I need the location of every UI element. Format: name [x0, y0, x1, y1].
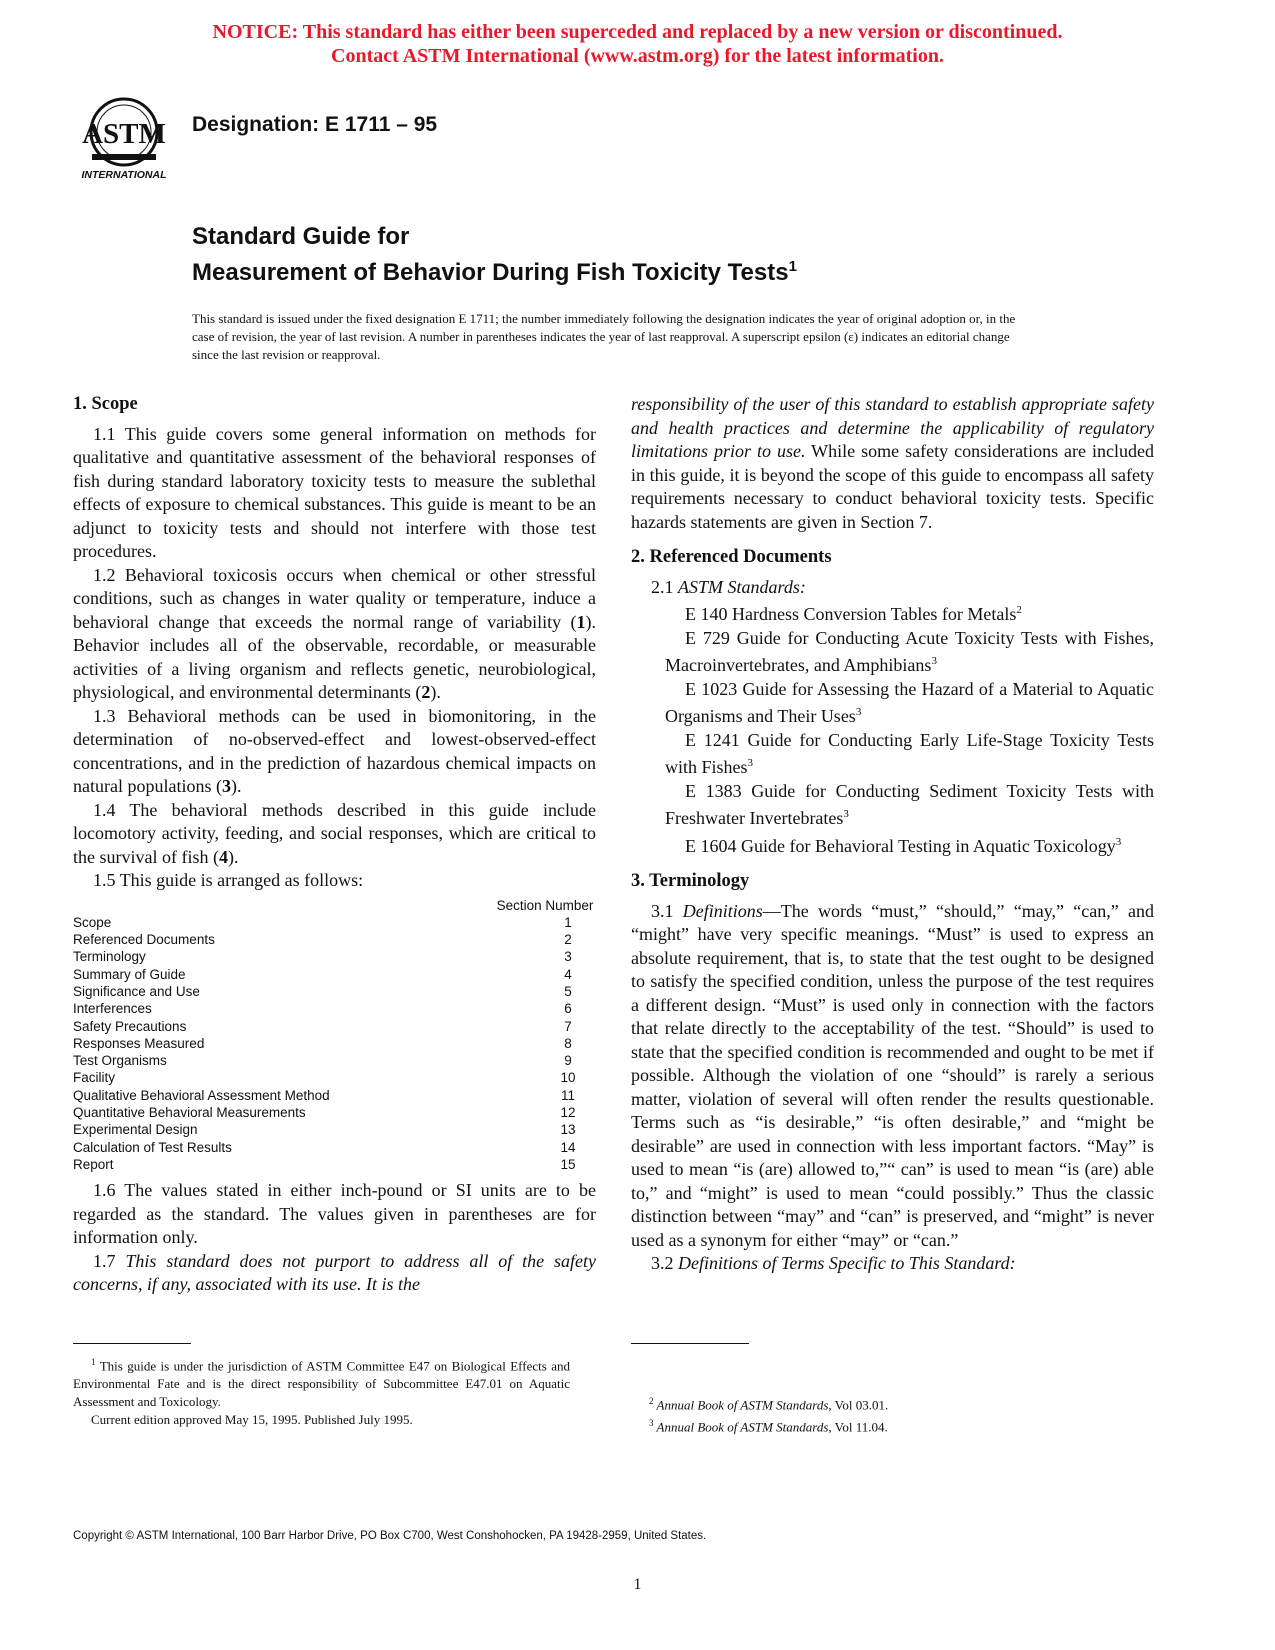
section-table: [73, 897, 596, 1174]
toc-number: 3: [564, 949, 572, 965]
toc-number: 4: [564, 966, 572, 982]
toc-row: [73, 1069, 596, 1086]
footnotes-left: [73, 1353, 570, 1429]
toc-title: Calculation of Test Results: [73, 1139, 232, 1155]
toc-number: 13: [560, 1122, 576, 1138]
toc-row: [73, 948, 596, 965]
toc-row: [73, 1121, 596, 1138]
toc-row: [73, 1018, 596, 1035]
footnote-right: $^2$ Annual Book of ASTM Standards, Vol 03.01.: [649, 1396, 889, 1413]
toc-row: [73, 983, 596, 1000]
paragraph-1-2: 1.2 Behavioral toxicosis occurs when chemical or other stressful conditions, such as changes in water quality or temperature, induce a behavioral change that exceeds the normal range of variability (1). Behavior includes all of the observable, recordable, or measurable activities of a living organism and reflects genetic, neurobiological, physiological, and environmental determinants (2).: [73, 564, 596, 702]
section-heading-terminology: 3. Terminology: [631, 871, 750, 891]
toc-row: [73, 1000, 596, 1017]
toc-row: [73, 931, 596, 948]
toc-row: [73, 1035, 596, 1052]
left-column: [73, 393, 596, 1297]
reference-item: E 1383 Guide for Conducting Sediment Toxicity Tests with Freshwater Invertebrates$^3$: [665, 780, 1154, 828]
paragraph-1-3: 1.3 Behavioral methods can be used in biomonitoring, in the determination of no-observed-effect and lowest-observed-effect concentrations, and in the prediction of hazardous chemical impacts on natural populations (3).: [73, 705, 596, 796]
right-column: [631, 393, 1154, 1276]
designation: Designation: E 1711 – 95: [192, 113, 438, 136]
footnote-1-edition: Current edition approved May 15, 1995. Published July 1995.: [91, 1412, 413, 1428]
astm-logo: [72, 96, 176, 188]
notice-banner: [0, 20, 1275, 68]
toc-title: Scope: [73, 914, 112, 930]
toc-number: 6: [564, 1001, 572, 1017]
notice-line-1: NOTICE: This standard has either been superceded and replaced by a new version or discontinued.: [212, 21, 1063, 43]
toc-number: 15: [560, 1156, 576, 1172]
section-heading-scope: 1. Scope: [73, 394, 138, 414]
toc-title: Test Organisms: [73, 1053, 167, 1069]
paragraph-3-2: 3.2 Definitions of Terms Specific to This Standard:: [651, 1253, 1016, 1273]
toc-title: Referenced Documents: [73, 932, 215, 948]
copyright: Copyright © ASTM International, 100 Barr Harbor Drive, PO Box C700, West Conshohocken, PA 19428-2959, United States.: [73, 1530, 707, 1542]
toc-title: Interferences: [73, 1001, 152, 1017]
issue-note: This standard is issued under the fixed designation E 1711; the number immediately following the designation indicates the year of original adoption or, in the case of revision, the year of last revision. A number in parentheses indicates the year of last reapproval. A superscript epsilon (ε) indicates an editorial change since the last revision or reapproval.: [192, 311, 1016, 362]
footnote-rule-right: [631, 1343, 749, 1344]
toc-row: [73, 1104, 596, 1121]
logo-text: ASTM: [82, 118, 166, 150]
section-heading-referenced-documents: 2. Referenced Documents: [631, 547, 832, 567]
toc-number: 5: [564, 983, 572, 999]
paragraph-1-6: 1.6 The values stated in either inch-pound or SI units are to be regarded as the standard. The values given in parentheses are for information only.: [73, 1180, 596, 1248]
toc-row: [73, 1052, 596, 1069]
footnotes-right: [631, 1392, 1131, 1437]
document-title: [192, 222, 797, 288]
paragraph-1-1: 1.1 This guide covers some general information on methods for qualitative and quantitative assessment of the behavioral responses of fish during standard laboratory toxicity tests to measure the sublethal effects of exposure to chemical substances. This guide is meant to be an adjunct to toxicity tests and should not interfere with those test procedures.: [73, 423, 596, 561]
reference-item: E 1241 Guide for Conducting Early Life-Stage Toxicity Tests with Fishes$^3$: [665, 729, 1154, 777]
title-line-1: Standard Guide for: [192, 223, 410, 250]
toc-title: Responses Measured: [73, 1035, 205, 1051]
page-number: 1: [633, 1576, 642, 1593]
footnote-1: $^1$ This guide is under the jurisdiction of ASTM Committee E47 on Biological Effects and Environmental Fate and is the direct responsibility of Subcommittee E47.01 on Aquatic Assessment and Toxicology.: [73, 1357, 570, 1410]
toc-title: Terminology: [73, 949, 146, 965]
paragraph-1-5: 1.5 This guide is arranged as follows:: [93, 870, 364, 890]
toc-number: 14: [560, 1139, 576, 1155]
toc-title: Significance and Use: [73, 983, 200, 999]
paragraph-2-1: 2.1 ASTM Standards:: [651, 576, 806, 597]
toc-title: Report: [73, 1156, 114, 1172]
toc-row: [73, 1139, 596, 1156]
toc-number: 10: [560, 1070, 576, 1086]
reference-list: [631, 599, 1154, 858]
footnote-rule-left: [73, 1343, 191, 1344]
toc-number: 2: [564, 932, 572, 948]
toc-header: Section Number: [496, 897, 594, 913]
reference-item: E 729 Guide for Conducting Acute Toxicity Tests with Fishes, Macroinvertebrates, and Amphibians$^3$: [665, 627, 1154, 675]
toc-number: 7: [564, 1018, 572, 1034]
reference-item: E 140 Hardness Conversion Tables for Metals$^2$: [685, 604, 1022, 624]
toc-number: 11: [560, 1087, 575, 1103]
toc-row: [73, 914, 596, 931]
toc-title: Quantitative Behavioral Measurements: [73, 1105, 306, 1121]
toc-title: Qualitative Behavioral Assessment Method: [73, 1087, 330, 1103]
toc-number: 1: [564, 914, 572, 930]
paragraph-1-7: 1.7 This standard does not purport to address all of the safety concerns, if any, associated with its use. It is the: [73, 1250, 597, 1295]
toc-row: [73, 1087, 596, 1104]
toc-title: Safety Precautions: [73, 1018, 187, 1034]
paragraph-3-1: 3.1 Definitions—The words “must,” “should,” “may,” “can,” and “might” have very specific meanings. “Must” is used to express an absolute requirement, that is, to state that the test ought to be designed to satisfy the specified condition, unless the purpose of the test requires a different design. “Must” is used only in connection with the factors that relate directly to the acceptability of the test. “Should” is used to state that the specified condition is recommended and ought to be met if possible. Although the violation of one “should” is rarely a serious matter, violation of several will often render the results questionable. Terms such as “is desirable,” “is often desirable,” and “might be desirable” are used in connection with less important factors. “May” is used to mean “is (are) allowed to,”“ can” is used to mean “is (are) able to,” and “might” is used to mean “could possibly.” Thus the classic distinction between “may” and “can” is preserved, and “might” is never used as a synonym for either “may” or “can.”: [631, 900, 1155, 1250]
notice-line-2: Contact ASTM International (www.astm.org) for the latest information.: [331, 45, 944, 67]
paragraph-1-4: 1.4 The behavioral methods described in this guide include locomotory activity, feeding, and social responses, which are critical to the survival of fish (4).: [73, 799, 596, 867]
toc-number: 12: [560, 1105, 576, 1121]
toc-title: Facility: [73, 1070, 116, 1086]
toc-title: Summary of Guide: [73, 966, 186, 982]
toc-row: [73, 1156, 596, 1173]
title-footnote-mark: 1: [788, 258, 797, 275]
toc-number: 8: [564, 1035, 572, 1051]
reference-item: E 1023 Guide for Assessing the Hazard of a Material to Aquatic Organisms and Their Uses$^3$: [665, 678, 1154, 726]
footnote-right: $^3$ Annual Book of ASTM Standards, Vol 11.04.: [649, 1418, 888, 1435]
logo-subtext: INTERNATIONAL: [81, 169, 167, 181]
paragraph-1-7-continued: responsibility of the user of this standard to establish appropriate safety and health practices and determine the applicability of regulatory limitations prior to use. While some safety considerations are included in this guide, it is beyond the scope of this guide to encompass all safety requirements necessary to conduct behavioral toxicity tests. Specific hazards statements are given in Section 7.: [631, 394, 1155, 532]
title-line-2: Measurement of Behavior During Fish Toxicity Tests$^1$: [192, 258, 797, 286]
reference-item: E 1604 Guide for Behavioral Testing in Aquatic Toxicology$^3$: [685, 835, 1122, 856]
toc-row: [73, 966, 596, 983]
toc-title: Experimental Design: [73, 1122, 198, 1138]
toc-number: 9: [564, 1053, 572, 1069]
